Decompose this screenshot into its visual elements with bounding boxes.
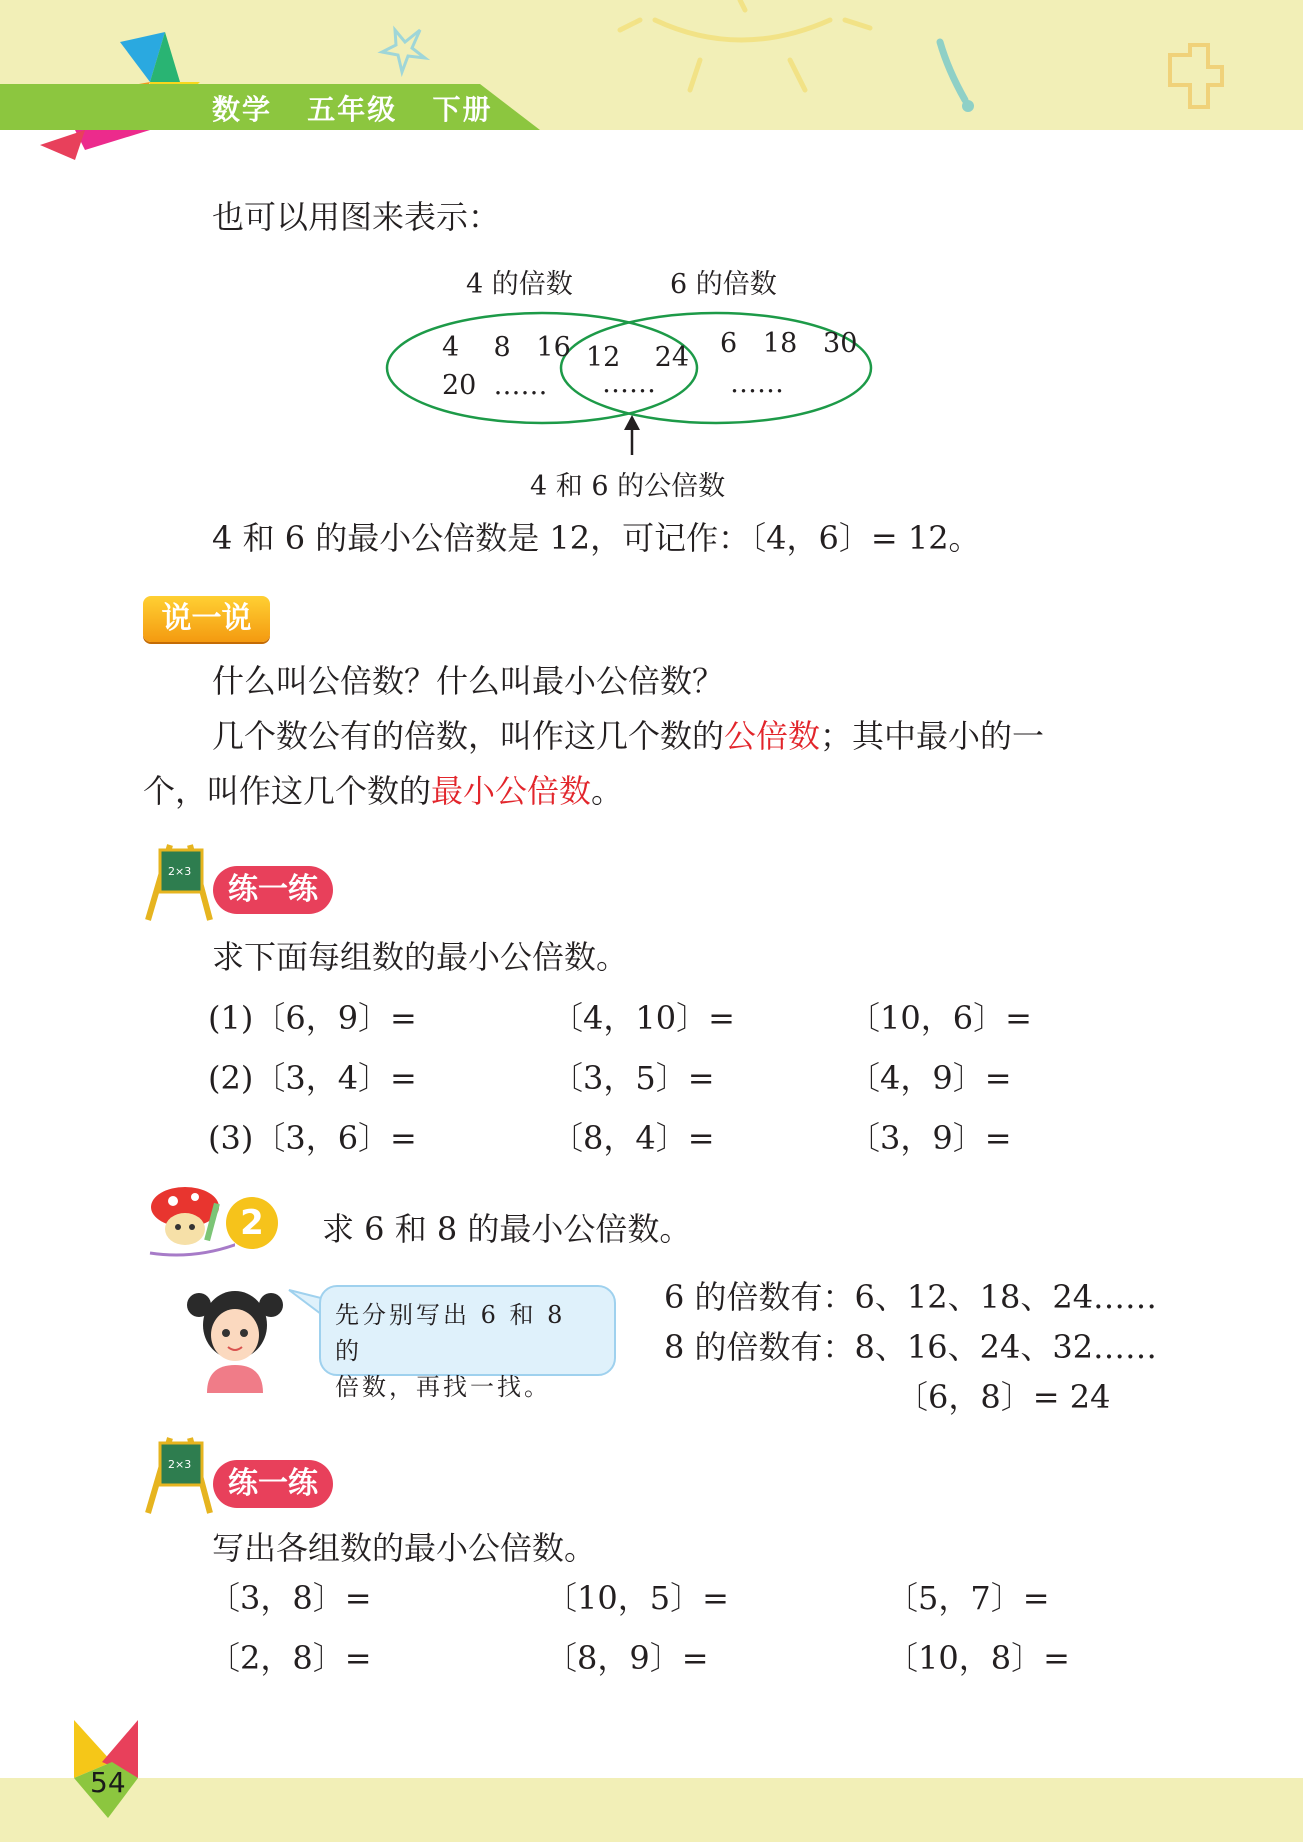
venn-right-row1: 6 18 30 xyxy=(720,328,858,359)
shuo-yi-shuo-badge: 说一说 xyxy=(143,596,270,642)
definition-line-2 xyxy=(143,771,623,811)
easel-icon xyxy=(140,835,220,925)
practice1-item: 〔3，9〕= xyxy=(848,1119,1012,1157)
practice2-item: 〔2，8〕= xyxy=(208,1639,372,1677)
lcm-result-line: 4 和 6 的最小公倍数是 12，可记作：〔4，6〕= 12。 xyxy=(212,519,981,557)
example-number-badge: 2 xyxy=(226,1197,278,1249)
bubble-line-2: 倍数，再找一找。 xyxy=(335,1373,551,1401)
girl-avatar-icon xyxy=(185,1283,285,1393)
definition-text: 几个数公有的倍数，叫作这几个数的 xyxy=(212,717,725,755)
practice2-item: 〔10，5〕= xyxy=(545,1579,729,1617)
definition-line-1 xyxy=(212,716,1044,756)
term-lcm: 最小公倍数 xyxy=(431,772,592,810)
multiples-of-8: 8 的倍数有：8、16、24、32…… xyxy=(664,1328,1158,1366)
practice1-item: (3)〔3，6〕= xyxy=(208,1119,417,1157)
bubble-line-1: 先分别写出 6 和 8 的 xyxy=(335,1301,566,1365)
venn-left-row1: 4 8 16 xyxy=(442,332,571,363)
header-title: 数学 五年级 下册 xyxy=(212,93,493,126)
header-decoration xyxy=(0,0,1303,160)
multiples-of-6: 6 的倍数有：6、12、18、24…… xyxy=(664,1278,1158,1316)
term-common-multiple: 公倍数 xyxy=(724,717,821,755)
practice2-item: 〔10，8〕= xyxy=(886,1639,1070,1677)
venn-center-row1: 12 24 xyxy=(586,342,690,373)
practice1-item: (1)〔6，9〕= xyxy=(208,999,417,1037)
svg-text:2×3: 2×3 xyxy=(168,865,192,878)
footer-band xyxy=(0,1778,1303,1842)
venn-label-left: 4 的倍数 xyxy=(466,269,573,300)
practice2-item: 〔8，9〕= xyxy=(545,1639,709,1677)
venn-label-right: 6 的倍数 xyxy=(670,269,777,300)
practice1-item: (2)〔3，4〕= xyxy=(208,1059,417,1097)
practice2-item: 〔3，8〕= xyxy=(208,1579,372,1617)
practice1-item: 〔4，10〕= xyxy=(551,999,735,1037)
practice2-instruction: 写出各组数的最小公倍数。 xyxy=(212,1529,597,1567)
practice1-item: 〔4，9〕= xyxy=(848,1059,1012,1097)
practice1-item: 〔3，5〕= xyxy=(551,1059,715,1097)
definition-text: ；其中最小的一 xyxy=(820,717,1045,755)
svg-text:2×3: 2×3 xyxy=(168,1458,192,1471)
mushroom-mascot-icon xyxy=(145,1185,235,1260)
page-number: 54 xyxy=(90,1766,126,1799)
example2-title: 求 6 和 8 的最小公倍数。 xyxy=(322,1210,692,1248)
practice1-item: 〔8，4〕= xyxy=(551,1119,715,1157)
practice1-item: 〔10，6〕= xyxy=(848,999,1032,1037)
venn-bottom-label: 4 和 6 的公倍数 xyxy=(530,471,726,502)
example2-answer: 〔6，8〕= 24 xyxy=(896,1378,1111,1416)
question-text: 什么叫公倍数？什么叫最小公倍数？ xyxy=(212,662,725,700)
speech-bubble xyxy=(319,1285,616,1401)
venn-left-row2: 20 …… xyxy=(442,370,548,401)
venn-center-row2: …… xyxy=(602,368,656,399)
definition-text: 。 xyxy=(591,772,624,810)
practice2-item: 〔5，7〕= xyxy=(886,1579,1050,1617)
easel-icon xyxy=(140,1428,220,1518)
intro-text: 也可以用图来表示： xyxy=(212,198,501,236)
lianxi-badge: 练一练 xyxy=(213,1460,333,1508)
definition-text: 个，叫作这几个数的 xyxy=(143,772,432,810)
venn-right-row2: …… xyxy=(730,368,784,399)
lianxi-badge: 练一练 xyxy=(213,866,333,914)
practice1-instruction: 求下面每组数的最小公倍数。 xyxy=(212,938,629,976)
